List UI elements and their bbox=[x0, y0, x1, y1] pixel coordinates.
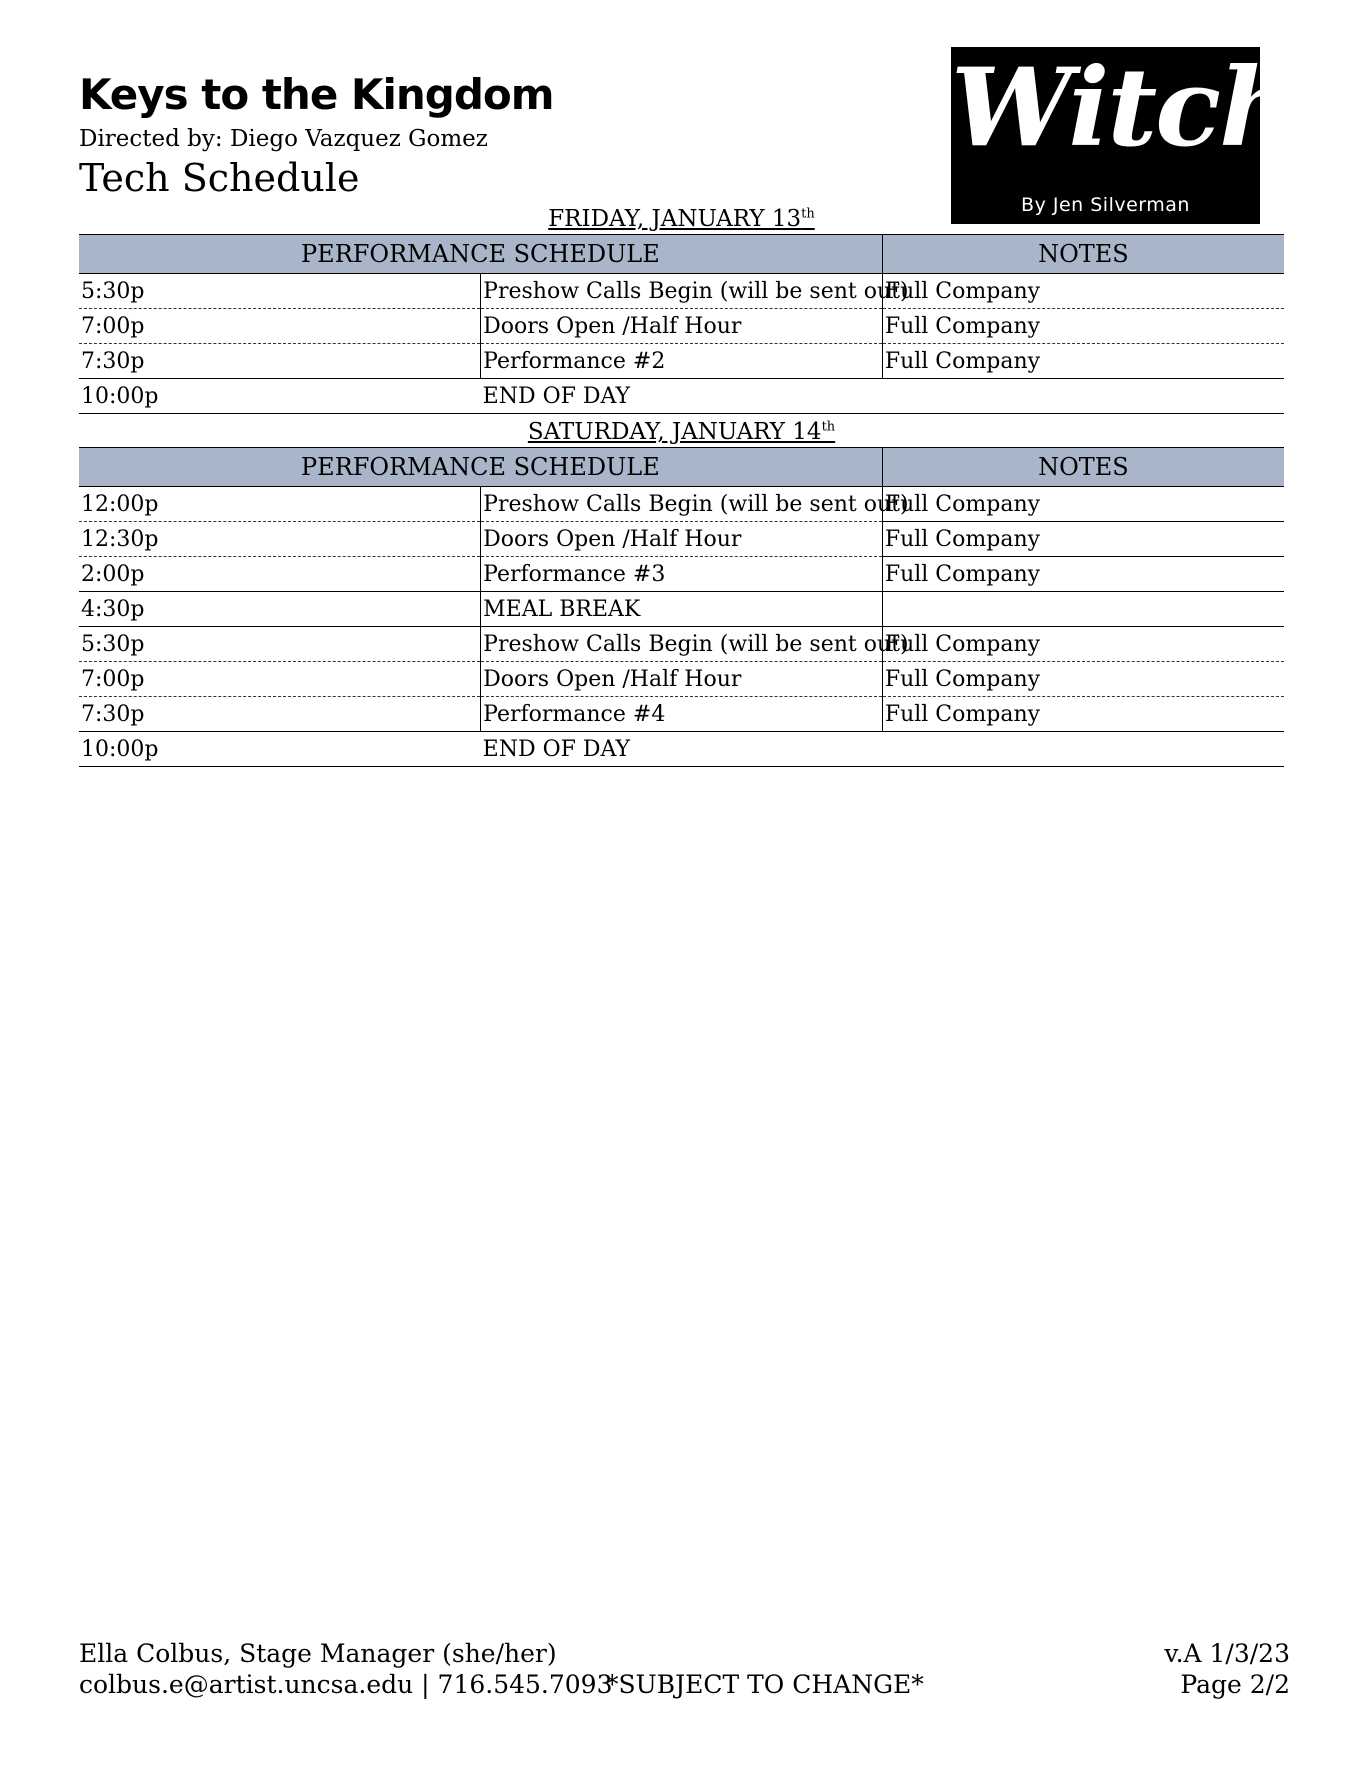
row-notes: Full Company bbox=[882, 309, 1284, 344]
row-time: 7:00p bbox=[79, 309, 481, 344]
schedule-table-saturday bbox=[79, 447, 1284, 767]
schedule-table-friday bbox=[79, 234, 1284, 414]
row-activity: Preshow Calls Begin (will be sent out) bbox=[481, 487, 883, 522]
row-notes: Full Company bbox=[882, 522, 1284, 557]
row-activity: Preshow Calls Begin (will be sent out) bbox=[481, 274, 883, 309]
column-header-schedule: PERFORMANCE SCHEDULE bbox=[79, 448, 882, 487]
document-title: Keys to the Kingdom bbox=[79, 70, 554, 119]
director-line: Directed by: Diego Vazquez Gomez bbox=[79, 126, 488, 152]
column-header-schedule: PERFORMANCE SCHEDULE bbox=[79, 235, 882, 274]
table-row bbox=[79, 379, 1284, 414]
document-type: Tech Schedule bbox=[79, 156, 360, 200]
row-time: 7:00p bbox=[79, 662, 481, 697]
table-row bbox=[79, 309, 1284, 344]
version-label: v.A 1/3/23 bbox=[1164, 1639, 1290, 1668]
day-heading-saturday: SATURDAY, JANUARY 14th bbox=[527, 419, 836, 445]
row-activity: Doors Open /Half Hour bbox=[481, 309, 883, 344]
row-notes: Full Company bbox=[882, 344, 1284, 379]
row-activity: Doors Open /Half Hour bbox=[481, 662, 883, 697]
table-row bbox=[79, 274, 1284, 309]
table-row bbox=[79, 697, 1284, 732]
table-row bbox=[79, 522, 1284, 557]
column-header-notes: NOTES bbox=[882, 235, 1284, 274]
row-time: 7:30p bbox=[79, 697, 481, 732]
day-heading-friday: FRIDAY, JANUARY 13th bbox=[548, 206, 815, 232]
row-activity: END OF DAY bbox=[481, 379, 883, 414]
page-number: Page 2/2 bbox=[1180, 1670, 1290, 1699]
row-time: 7:30p bbox=[79, 344, 481, 379]
row-activity: Preshow Calls Begin (will be sent out) bbox=[481, 627, 883, 662]
row-activity: Performance #2 bbox=[481, 344, 883, 379]
row-time: 2:00p bbox=[79, 557, 481, 592]
row-notes: Full Company bbox=[882, 487, 1284, 522]
table-row bbox=[79, 487, 1284, 522]
table-row bbox=[79, 344, 1284, 379]
table-row bbox=[79, 557, 1284, 592]
row-time: 12:30p bbox=[79, 522, 481, 557]
row-time: 10:00p bbox=[79, 379, 481, 414]
stage-manager-contact: colbus.e@artist.uncsa.edu | 716.545.7093 bbox=[79, 1670, 613, 1699]
row-notes: Full Company bbox=[882, 662, 1284, 697]
table-row bbox=[79, 592, 1284, 627]
row-activity: MEAL BREAK bbox=[481, 592, 883, 627]
row-notes bbox=[882, 592, 1284, 627]
footer-contact-block bbox=[79, 1638, 613, 1700]
row-time: 4:30p bbox=[79, 592, 481, 627]
row-activity: Performance #3 bbox=[481, 557, 883, 592]
table-row bbox=[79, 662, 1284, 697]
row-notes: Full Company bbox=[882, 557, 1284, 592]
row-time: 5:30p bbox=[79, 274, 481, 309]
logo-byline: By Jen Silverman bbox=[1021, 194, 1190, 216]
row-notes: Full Company bbox=[882, 627, 1284, 662]
stage-manager-name: Ella Colbus, Stage Manager (she/her) bbox=[79, 1639, 557, 1668]
row-notes bbox=[882, 732, 1284, 767]
logo-wordmark: Witch bbox=[951, 45, 1296, 171]
row-activity: Doors Open /Half Hour bbox=[481, 522, 883, 557]
row-time: 12:00p bbox=[79, 487, 481, 522]
row-notes bbox=[882, 379, 1284, 414]
row-notes: Full Company bbox=[882, 274, 1284, 309]
row-activity: END OF DAY bbox=[481, 732, 883, 767]
footer-version-block bbox=[1000, 1638, 1290, 1700]
row-time: 5:30p bbox=[79, 627, 481, 662]
row-notes: Full Company bbox=[882, 697, 1284, 732]
show-logo bbox=[951, 45, 1296, 224]
row-time: 10:00p bbox=[79, 732, 481, 767]
subject-to-change-notice: *SUBJECT TO CHANGE* bbox=[606, 1670, 924, 1699]
row-activity: Performance #4 bbox=[481, 697, 883, 732]
table-row bbox=[79, 627, 1284, 662]
column-header-notes: NOTES bbox=[882, 448, 1284, 487]
table-row bbox=[79, 732, 1284, 767]
